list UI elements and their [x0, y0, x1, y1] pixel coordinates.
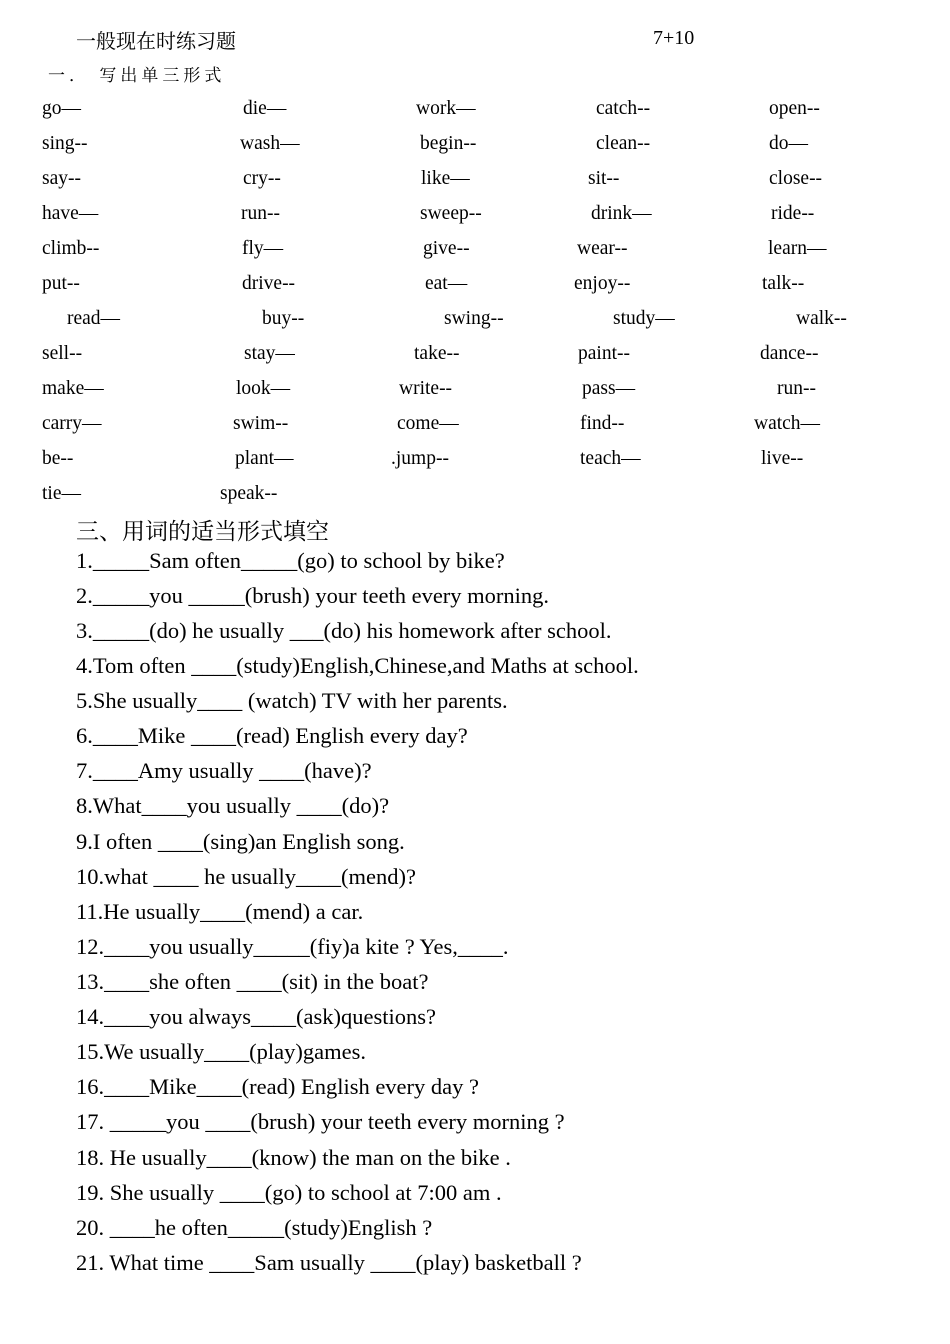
word-item: put-- — [42, 273, 80, 294]
word-item: have— — [42, 203, 99, 224]
exercise-item: 9.I often ____(sing)an English song. — [76, 829, 405, 854]
exercise-item: 11.He usually____(mend) a car. — [76, 899, 364, 924]
section3-heading: 三、用词的适当形式填空 — [76, 519, 329, 545]
word-item: study— — [613, 308, 675, 329]
word-item: like— — [421, 168, 470, 189]
word-item: buy-- — [262, 308, 305, 329]
word-item: swim-- — [233, 413, 289, 434]
exercise-item: 18. He usually____(know) the man on the bike . — [76, 1145, 511, 1170]
word-item: paint-- — [578, 343, 630, 364]
word-item: pass— — [582, 378, 636, 399]
word-item: clean-- — [596, 133, 651, 154]
word-item: close-- — [769, 168, 823, 189]
exercise-item: 10.what ____ he usually____(mend)? — [76, 864, 416, 889]
word-item: live-- — [761, 448, 804, 469]
word-item: sell-- — [42, 343, 83, 364]
word-item: come— — [397, 413, 459, 434]
word-item: sit-- — [588, 168, 620, 189]
section1-heading: 一． 写出单三形式 — [48, 66, 226, 86]
exercise-item: 12.____you usually_____(fiy)a kite ? Yes,____. — [76, 934, 509, 959]
word-item: be-- — [42, 448, 74, 469]
word-item: say-- — [42, 168, 81, 189]
exercise-item: 20. ____he often_____(study)English ? — [76, 1215, 433, 1240]
exercise-item: 21. What time ____Sam usually ____(play) basketball ? — [76, 1250, 582, 1275]
word-item: sing-- — [42, 133, 88, 154]
word-item: die— — [243, 98, 287, 119]
exercise-item: 2._____you _____(brush) your teeth every morning. — [76, 583, 550, 608]
word-item: eat— — [425, 273, 468, 294]
word-item: read— — [67, 308, 121, 329]
word-item: tie— — [42, 483, 81, 504]
word-item: learn— — [768, 238, 827, 259]
worksheet-title: 一般现在时练习题 — [76, 29, 236, 53]
exercise-item: 17. _____you ____(brush) your teeth every morning ? — [76, 1109, 565, 1134]
word-item: do— — [769, 133, 808, 154]
word-item: ride-- — [771, 203, 815, 224]
score-note: 7+10 — [653, 27, 695, 49]
word-item: begin-- — [420, 133, 477, 154]
exercise-item: 8.What____you usually ____(do)? — [76, 793, 390, 818]
exercise-item: 3._____(do) he usually ___(do) his homework after school. — [76, 618, 612, 643]
word-item: walk-- — [796, 308, 847, 329]
word-item: enjoy-- — [574, 273, 631, 294]
word-item: look— — [236, 378, 291, 399]
word-item: go— — [42, 98, 81, 119]
exercise-item: 5.She usually____ (watch) TV with her parents. — [76, 688, 508, 713]
word-item: talk-- — [762, 273, 805, 294]
word-item: catch-- — [596, 98, 651, 119]
exercise-item: 15.We usually____(play)games. — [76, 1039, 366, 1064]
exercise-item: 13.____she often ____(sit) in the boat? — [76, 969, 429, 994]
word-item: cry-- — [243, 168, 281, 189]
word-item: find-- — [580, 413, 625, 434]
word-item: watch— — [754, 413, 821, 434]
word-item: make— — [42, 378, 104, 399]
word-item: write-- — [399, 378, 453, 399]
word-item: give-- — [423, 238, 470, 259]
word-item: stay— — [244, 343, 295, 364]
word-item: wear-- — [577, 238, 628, 259]
word-item: teach— — [580, 448, 641, 469]
exercise-item: 19. She usually ____(go) to school at 7:00 am . — [76, 1180, 502, 1205]
word-item: carry— — [42, 413, 102, 434]
word-item: run-- — [777, 378, 816, 399]
exercise-item: 1._____Sam often_____(go) to school by bike? — [76, 548, 505, 573]
word-item: take-- — [414, 343, 460, 364]
word-item: plant— — [235, 448, 294, 469]
word-item: run-- — [241, 203, 280, 224]
word-item: drive-- — [242, 273, 296, 294]
exercise-item: 16.____Mike____(read) English every day ? — [76, 1074, 480, 1099]
exercise-item: 6.____Mike ____(read) English every day? — [76, 723, 468, 748]
word-item: work— — [416, 98, 476, 119]
word-item: dance-- — [760, 343, 819, 364]
word-item: open-- — [769, 98, 820, 119]
word-item: climb-- — [42, 238, 100, 259]
word-item: swing-- — [444, 308, 504, 329]
word-item: fly— — [242, 238, 284, 259]
word-item: sweep-- — [420, 203, 482, 224]
word-item: drink— — [591, 203, 652, 224]
exercise-item: 14.____you always____(ask)questions? — [76, 1004, 436, 1029]
word-item: .jump-- — [391, 448, 449, 469]
word-item: speak-- — [220, 483, 278, 504]
exercise-item: 7.____Amy usually ____(have)? — [76, 758, 372, 783]
word-item: wash— — [240, 133, 300, 154]
exercise-item: 4.Tom often ____(study)English,Chinese,and Maths at school. — [76, 653, 639, 678]
